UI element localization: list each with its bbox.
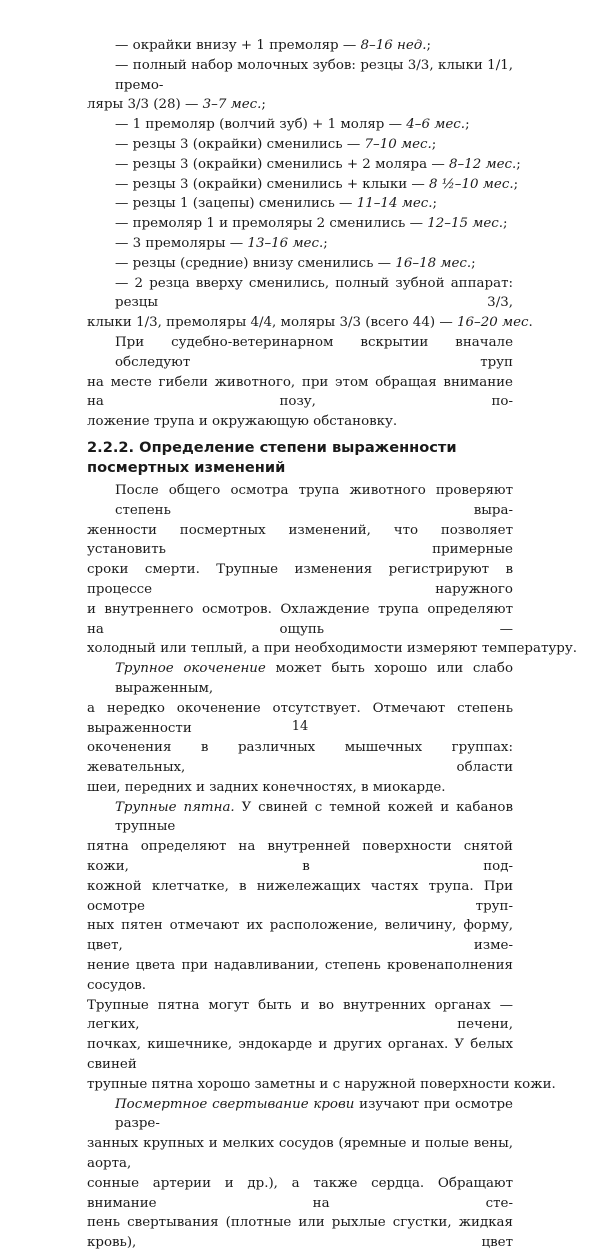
text-line: пень свертывания (плотные или рыхлые сгустки, жидкая кровь), цвет [87, 1215, 513, 1251]
list-item: — резцы 3 (окрайки) сменились + клыки — 8 ½–10 мес.; [115, 176, 519, 192]
list-item: — резцы 3 (окрайки) сменились — 7–10 мес.; [115, 136, 437, 152]
text-line: холодный или теплый, а при необходимости измеряют температуру. [87, 641, 577, 657]
text-line: женности посмертных изменений, что позволяет установить примерные [87, 522, 513, 558]
section-heading [87, 438, 513, 478]
heading-line: 2.2.2. Определение степени выраженности [87, 438, 457, 456]
page-number: 14 [291, 719, 309, 734]
term: Трупное окоченение [115, 661, 266, 677]
list-item: — 2 резца вверху сменились, полный зубной аппарат: резцы 3/3, [115, 275, 513, 311]
text-line: пятна определяют на внутренней поверхности снятой кожи, в под- [87, 839, 513, 875]
text-line: ных пятен отмечают их расположение, величину, форму, цвет, изме- [87, 918, 513, 954]
text-line: При судебно-ветеринарном вскрытии вначале обследуют труп [115, 334, 513, 370]
dentition-list [87, 36, 533, 333]
list-item: — премоляр 1 и премоляры 2 сменились — 12–15 мес.; [115, 216, 508, 232]
text-line: ложение трупа и окружающую обстановку. [87, 414, 398, 430]
text-line: После общего осмотра трупа животного проверяют степень выра- [115, 482, 513, 518]
list-item: — 3 премоляры — 13–16 мес.; [115, 235, 328, 251]
text-line: Трупные пятна. У свиней с темной кожей и кабанов трупные [115, 799, 513, 835]
text-line: Трупные пятна могут быть и во внутренних органах — легких, печени, [87, 997, 513, 1033]
text-line: кожной клетчатке, в нижележащих частях трупа. При осмотре труп- [87, 878, 513, 914]
text-line: Трупное окоченение может быть хорошо или слабо выраженным, [115, 661, 514, 696]
text-line: и внутреннего осмотров. Охлаждение трупа определяют на ощупь — [87, 601, 513, 637]
text-line: сонные артерии и др.), а также сердца. Обращают внимание на сте- [87, 1175, 513, 1211]
text-line: нение цвета при надавливании, степень кровенаполнения сосудов. [87, 958, 513, 993]
list-item: — резцы 3 (окрайки) сменились + 2 моляра — 8–12 мес.; [115, 156, 521, 172]
list-item: клыки 1/3, премоляры 4/4, моляры 3/3 (всего 44) — 16–20 мес. [87, 315, 533, 331]
list-item: — резцы 1 (зацепы) сменились — 11–14 мес.; [115, 196, 438, 212]
text-line: трупные пятна хорошо заметны и с наружной поверхности кожи. [87, 1076, 556, 1092]
list-item: ляры 3/3 (28) — 3–7 мес.; [87, 97, 266, 113]
paragraph-livor-mortis [87, 798, 556, 1095]
term: Трупные пятна. [115, 799, 235, 815]
paragraph-blood-clotting [87, 1095, 513, 1253]
heading-line: посмертных изменений [87, 458, 286, 476]
list-item: — окрайки внизу + 1 премоляр — 8–16 нед.; [115, 38, 432, 53]
text-line: Посмертное свертывание крови изучают при осмотре разре- [115, 1096, 513, 1132]
paragraph-general-inspection [87, 481, 577, 659]
text-line: шеи, передних и задних конечностях, в миокарде. [87, 779, 446, 795]
list-item: — 1 премоляр (волчий зуб) + 1 моляр — 4–6 мес.; [115, 117, 470, 133]
text-line: окоченения в различных мышечных группах: жевательных, области [87, 740, 513, 776]
text-line: занных крупных и мелких сосудов (яремные и полые вены, аорта, [87, 1136, 513, 1172]
list-item: — полный набор молочных зубов: резцы 3/3, клыки 1/1, премо- [115, 57, 513, 93]
text-line: сроки смерти. Трупные изменения регистрируют в процессе наружного [87, 562, 513, 597]
text-line: на месте гибели животного, при этом обращая внимание на позу, по- [87, 374, 513, 410]
autopsy-paragraph [87, 333, 513, 432]
term: Посмертное свертывание крови [115, 1096, 355, 1112]
text-column [87, 36, 577, 1253]
text-line: почках, кишечнике, эндокарде и других органах. У белых свиней [87, 1037, 513, 1073]
list-item: — резцы (средние) внизу сменились — 16–18 мес.; [115, 255, 476, 271]
text-line: а нередко окоченение отсутствует. Отмечают степень выраженности [87, 700, 513, 736]
